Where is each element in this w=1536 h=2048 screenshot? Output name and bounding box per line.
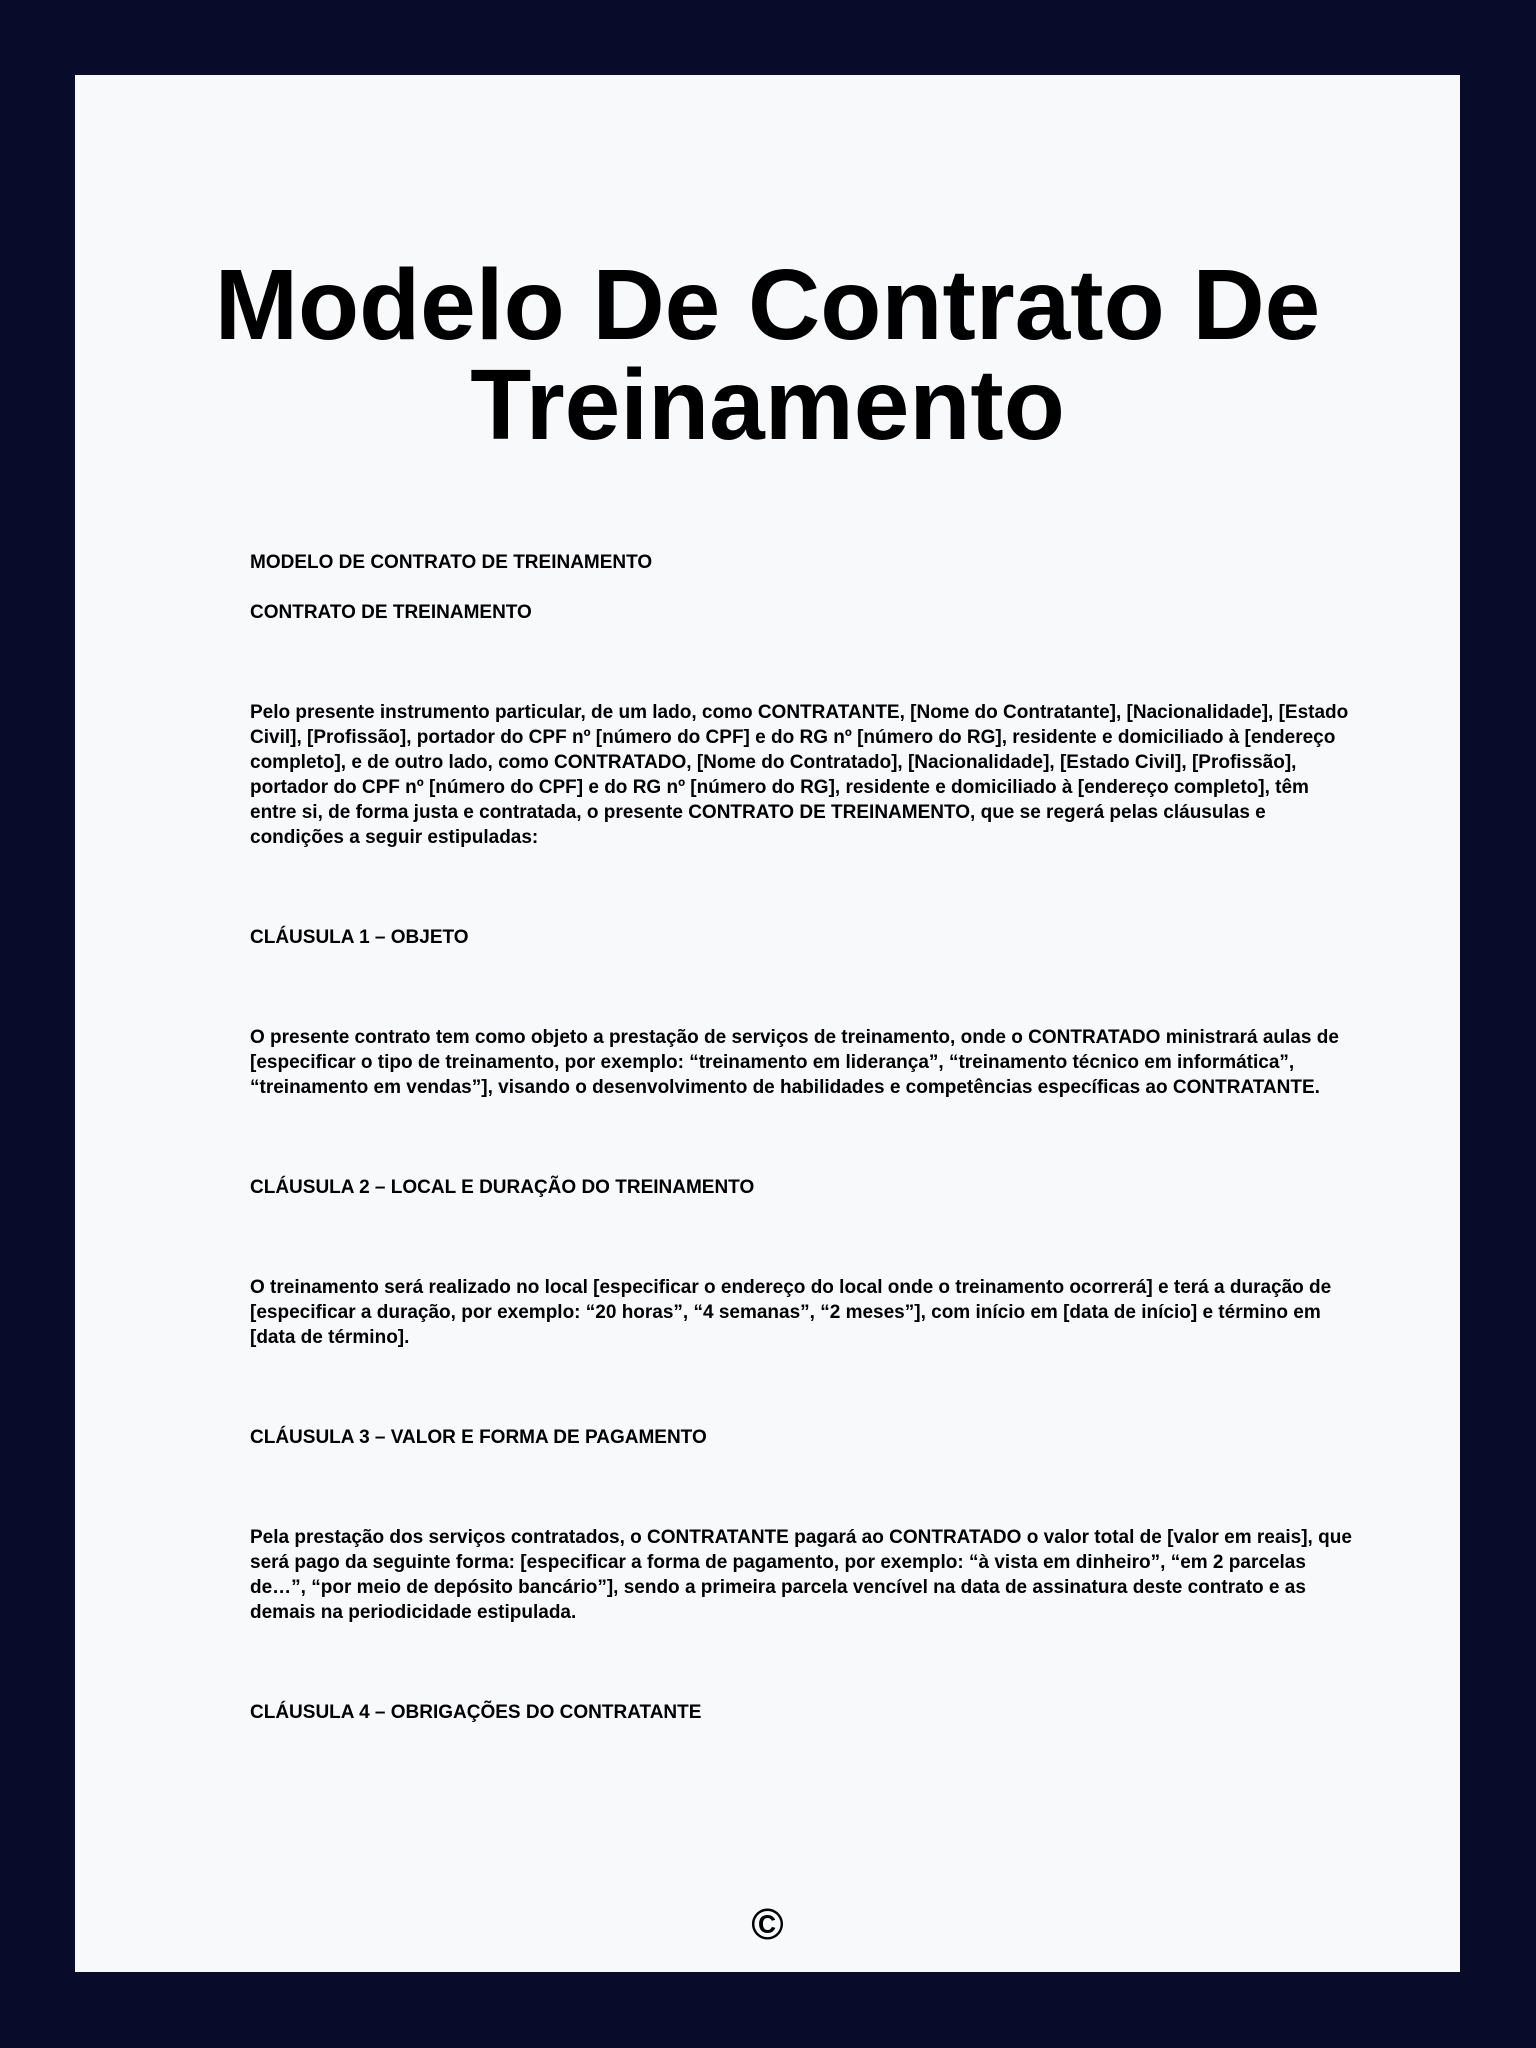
document-page xyxy=(75,75,1460,1972)
contract-heading: CONTRATO DE TREINAMENTO xyxy=(250,602,532,623)
clause-2-text: O treinamento será realizado no local [especificar o endereço do local onde o treinamento ocorrerá] e terá a duração de [especificar a duração, por exemplo: “20 horas”, “4 semanas”, “2 meses”], com início em [data de início] e término em [data de término]. xyxy=(250,1277,1332,1348)
document-body xyxy=(250,550,1360,1725)
clause-3-heading: CLÁUSULA 3 – VALOR E FORMA DE PAGAMENTO xyxy=(250,1427,707,1448)
clause-2-heading: CLÁUSULA 2 – LOCAL E DURAÇÃO DO TREINAMENTO xyxy=(250,1177,755,1198)
title-line-1: Modelo De Contrato De xyxy=(214,249,1321,361)
title-line-2: Treinamento xyxy=(470,349,1065,461)
intro-paragraph: Pelo presente instrumento particular, de um lado, como CONTRATANTE, [Nome do Contratante], [Nacionalidade], [Estado Civil], [Profissão], portador do CPF nº [número do CPF] e do RG nº [número do RG], residente e domiciliado à [endereço completo], e de outro lado, como CONTRATADO, [Nome do Contratado], [Nacionalidade], [Estado Civil], [Profissão], portador do CPF nº [número do CPF] e do RG nº [número do RG], residente e domiciliado à [endereço completo], têm entre si, de forma justa e contratada, o presente CONTRATO DE TREINAMENTO, que se regerá pelas cláusulas e condições a seguir estipuladas: xyxy=(250,702,1349,848)
clause-4-heading: CLÁUSULA 4 – OBRIGAÇÕES DO CONTRATANTE xyxy=(250,1702,702,1723)
doc-heading: MODELO DE CONTRATO DE TREINAMENTO xyxy=(250,552,653,573)
clause-1-text: O presente contrato tem como objeto a prestação de serviços de treinamento, onde o CONTRATADO ministrará aulas de [especificar o tipo de treinamento, por exemplo: “treinamento em liderança”, “treinamento técnico em informática”, “treinamento em vendas”], visando o desenvolvimento de habilidades e competências específicas ao CONTRATANTE. xyxy=(250,1027,1339,1098)
clause-1-heading: CLÁUSULA 1 – OBJETO xyxy=(250,927,469,948)
clause-3-text: Pela prestação dos serviços contratados, o CONTRATANTE pagará ao CONTRATADO o valor total de [valor em reais], que será pago da seguinte forma: [especificar a forma de pagamento, por exemplo: “à vista em dinheiro”, “em 2 parcelas de…”, “por meio de depósito bancário”], sendo a primeira parcela vencível na data de assinatura deste contrato e as demais na periodicidade estipulada. xyxy=(250,1527,1352,1623)
document-title xyxy=(75,249,1460,461)
copyright-icon: © xyxy=(751,1900,784,1949)
